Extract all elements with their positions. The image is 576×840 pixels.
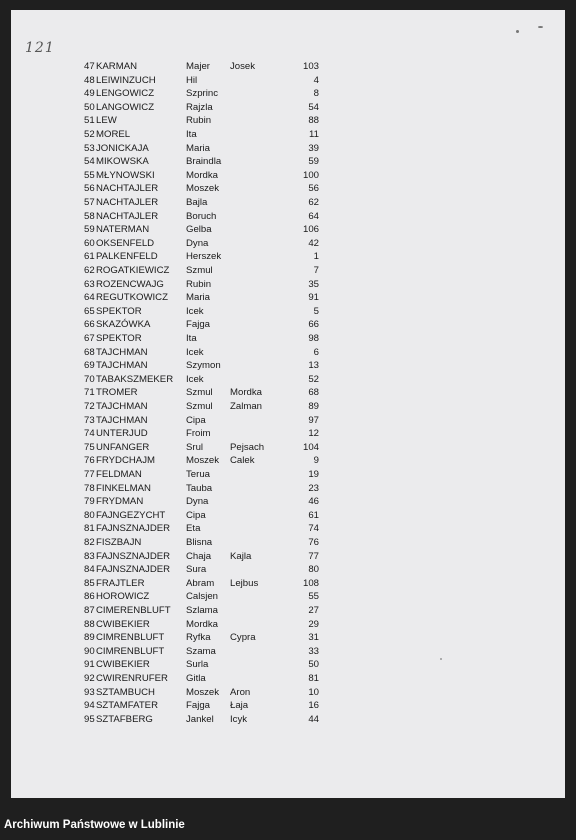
age-value: 1 — [313, 251, 319, 263]
age-value: 97 — [308, 414, 319, 426]
first-name: Tauba — [186, 482, 213, 494]
surname: FRAJTLER — [96, 577, 145, 589]
surname: FELDMAN — [96, 469, 142, 480]
entry-number: 51 — [84, 115, 95, 127]
age-value: 68 — [308, 387, 319, 399]
entry-number: 72 — [84, 401, 95, 412]
first-name: Braindla — [186, 156, 222, 168]
age-value: 27 — [308, 605, 319, 616]
surname: KARMAN — [96, 61, 138, 72]
first-name: Froim — [186, 428, 211, 440]
entry-number: 48 — [84, 74, 95, 86]
register-row — [0, 563, 576, 577]
surname: LENGOWICZ — [96, 88, 155, 100]
first-name: Szmul — [186, 401, 213, 412]
register-row — [0, 550, 576, 564]
age-value: 108 — [302, 577, 319, 589]
entry-number: 82 — [84, 537, 95, 548]
register-row — [0, 142, 576, 156]
register-row — [0, 87, 576, 101]
age-value: 7 — [313, 265, 319, 276]
margin-note: 121 — [25, 40, 55, 56]
first-name: Ryfka — [186, 632, 211, 644]
age-value: 55 — [308, 591, 319, 603]
surname: SZTAMBUCH — [96, 686, 155, 698]
first-name: Boruch — [186, 210, 217, 222]
register-row — [0, 114, 576, 128]
age-value: 23 — [308, 482, 319, 494]
first-name: Szama — [186, 645, 216, 657]
register-row — [0, 237, 576, 251]
entry-number: 73 — [84, 414, 95, 426]
entry-number: 63 — [84, 278, 95, 290]
entry-number: 58 — [84, 210, 95, 222]
surname: ROZENCWAJG — [96, 278, 164, 290]
entry-number: 77 — [84, 469, 95, 480]
surname: NACHTAJLER — [96, 210, 159, 222]
father-name: Zalman — [230, 401, 262, 412]
age-value: 88 — [308, 115, 319, 127]
first-name: Dyna — [186, 496, 209, 508]
age-value: 100 — [302, 169, 319, 181]
entry-number: 56 — [84, 183, 95, 195]
entry-number: 93 — [84, 686, 95, 698]
register-row — [0, 128, 576, 142]
age-value: 31 — [308, 632, 319, 644]
entry-number: 55 — [84, 169, 95, 181]
register-row — [0, 278, 576, 292]
age-value: 6 — [313, 346, 319, 358]
surname: FAJNGEZYCHT — [96, 509, 166, 521]
surname: CIMRENBLUFT — [96, 632, 165, 644]
surname: SZTAMFATER — [96, 700, 159, 712]
surname: TAJCHMAN — [96, 346, 148, 358]
first-name: Jankel — [186, 713, 214, 725]
surname: FAJNSZNAJDER — [96, 523, 171, 535]
age-value: 44 — [308, 713, 319, 725]
age-value: 64 — [308, 210, 319, 222]
first-name: Chaja — [186, 550, 212, 562]
entry-number: 47 — [84, 61, 95, 72]
surname: CWIRENRUFER — [96, 673, 168, 684]
age-value: 62 — [308, 197, 319, 208]
entry-number: 78 — [84, 482, 95, 494]
age-value: 12 — [308, 428, 319, 440]
register-row — [0, 468, 576, 482]
surname: FAJNSZNAJDER — [96, 550, 171, 562]
entry-number: 92 — [84, 673, 95, 684]
register-row — [0, 60, 576, 74]
surname: NATERMAN — [96, 224, 150, 236]
first-name: Bajla — [186, 197, 208, 208]
entry-number: 60 — [84, 237, 95, 249]
surname: FISZBAJN — [96, 537, 142, 548]
register-row — [0, 101, 576, 115]
age-value: 46 — [308, 496, 319, 508]
entry-number: 61 — [84, 251, 95, 263]
surname: TAJCHMAN — [96, 401, 148, 412]
register-row — [0, 536, 576, 550]
entry-number: 85 — [84, 577, 95, 589]
surname: UNTERJUD — [96, 428, 148, 440]
register-row — [0, 332, 576, 346]
register-row — [0, 645, 576, 659]
age-value: 4 — [313, 74, 319, 86]
first-name: Maria — [186, 292, 210, 304]
age-value: 77 — [308, 550, 319, 562]
register-row — [0, 386, 576, 400]
entry-number: 57 — [84, 197, 95, 208]
surname: TROMER — [96, 387, 138, 399]
register-row — [0, 264, 576, 278]
register-row — [0, 400, 576, 414]
age-value: 74 — [308, 523, 319, 535]
father-name: Calek — [230, 455, 255, 467]
first-name: Icek — [186, 346, 204, 358]
age-value: 89 — [308, 401, 319, 412]
age-value: 52 — [308, 373, 319, 385]
first-name: Szprinc — [186, 88, 218, 100]
entry-number: 88 — [84, 618, 95, 630]
register-row — [0, 604, 576, 618]
surname: CIMERENBLUFT — [96, 605, 171, 616]
surname: FRYDCHAJM — [96, 455, 155, 467]
first-name: Moszek — [186, 455, 220, 467]
entry-number: 74 — [84, 428, 95, 440]
register-row — [0, 223, 576, 237]
age-value: 42 — [308, 237, 319, 249]
first-name: Cipa — [186, 414, 206, 426]
entry-number: 65 — [84, 305, 95, 317]
register-row — [0, 495, 576, 509]
surname: ROGATKIEWICZ — [96, 265, 170, 276]
surname: TABAKSZMEKER — [96, 373, 174, 385]
father-name: Pejsach — [230, 441, 265, 453]
register-row — [0, 427, 576, 441]
first-name: Blisna — [186, 537, 213, 548]
age-value: 76 — [308, 537, 319, 548]
first-name: Icek — [186, 373, 204, 385]
age-value: 106 — [302, 224, 319, 236]
father-name: Cypra — [230, 632, 256, 644]
first-name: Hil — [186, 74, 198, 86]
surname: NACHTAJLER — [96, 183, 159, 195]
entry-number: 81 — [84, 523, 95, 535]
age-value: 81 — [308, 673, 319, 684]
age-value: 33 — [308, 645, 319, 657]
entry-number: 68 — [84, 346, 95, 358]
register-row — [0, 74, 576, 88]
entry-number: 87 — [84, 605, 95, 616]
first-name: Rajzla — [186, 101, 213, 113]
father-name: Łaja — [230, 700, 249, 712]
surname: OKSENFELD — [96, 237, 155, 249]
register-row — [0, 482, 576, 496]
age-value: 50 — [308, 659, 319, 671]
archive-credit: Archiwum Państwowe w Lublinie — [4, 819, 185, 831]
surname: LANGOWICZ — [96, 101, 155, 113]
entry-number: 79 — [84, 496, 95, 508]
surname: CWIBEKIER — [96, 618, 150, 630]
first-name: Szmul — [186, 387, 213, 399]
entry-number: 90 — [84, 645, 95, 657]
register-row — [0, 618, 576, 632]
register-row — [0, 658, 576, 672]
surname: SPEKTOR — [96, 333, 142, 344]
entry-number: 75 — [84, 441, 95, 453]
register-row — [0, 182, 576, 196]
register-row — [0, 577, 576, 591]
entry-number: 71 — [84, 387, 95, 399]
register-row — [0, 686, 576, 700]
first-name: Maria — [186, 142, 210, 154]
age-value: 104 — [302, 441, 319, 453]
age-value: 13 — [308, 360, 319, 372]
entry-number: 64 — [84, 292, 95, 304]
first-name: Sura — [186, 564, 207, 576]
register-row — [0, 196, 576, 210]
age-value: 8 — [313, 88, 319, 100]
first-name: Szmul — [186, 265, 213, 276]
surname: MŁYNOWSKI — [96, 169, 155, 181]
father-name: Kajla — [230, 550, 252, 562]
surname: CWIBEKIER — [96, 659, 150, 671]
father-name: Josek — [230, 61, 256, 72]
first-name: Terua — [186, 469, 210, 480]
entry-number: 54 — [84, 156, 95, 168]
register-row — [0, 305, 576, 319]
first-name: Eta — [186, 523, 201, 535]
surname: TAJCHMAN — [96, 360, 148, 372]
first-name: Abram — [186, 577, 215, 589]
first-name: Calsjen — [186, 591, 218, 603]
age-value: 54 — [308, 101, 319, 113]
entry-number: 95 — [84, 713, 95, 725]
register-row — [0, 210, 576, 224]
first-name: Fajga — [186, 700, 210, 712]
first-name: Szymon — [186, 360, 221, 372]
age-value: 66 — [308, 319, 319, 331]
first-name: Gelba — [186, 224, 212, 236]
entry-number: 69 — [84, 360, 95, 372]
surname: SPEKTOR — [96, 305, 142, 317]
surname: TAJCHMAN — [96, 414, 148, 426]
first-name: Mordka — [186, 169, 218, 181]
register-row — [0, 169, 576, 183]
entry-number: 76 — [84, 455, 95, 467]
age-value: 39 — [308, 142, 319, 154]
first-name: Szlama — [186, 605, 218, 616]
register-row — [0, 441, 576, 455]
father-name: Icyk — [230, 713, 248, 725]
speck-mark — [538, 26, 543, 28]
entry-number: 53 — [84, 142, 95, 154]
surname: SZTAFBERG — [96, 713, 153, 725]
entry-number: 66 — [84, 319, 95, 331]
register-row — [0, 250, 576, 264]
age-value: 19 — [308, 469, 319, 480]
age-value: 61 — [308, 509, 319, 521]
register-row — [0, 699, 576, 713]
father-name: Aron — [230, 686, 251, 698]
register-row — [0, 590, 576, 604]
register-row — [0, 318, 576, 332]
surname: JONICKAJA — [96, 142, 149, 154]
age-value: 98 — [308, 333, 319, 344]
first-name: Dyna — [186, 237, 209, 249]
age-value: 91 — [308, 292, 319, 304]
first-name: Gitla — [186, 673, 206, 684]
age-value: 16 — [308, 700, 319, 712]
register-row — [0, 522, 576, 536]
surname: CIMRENBLUFT — [96, 645, 165, 657]
first-name: Ita — [186, 129, 197, 140]
entry-number: 84 — [84, 564, 95, 576]
surname: FRYDMAN — [96, 496, 144, 508]
first-name: Cipa — [186, 509, 206, 521]
entry-number: 86 — [84, 591, 95, 603]
age-value: 5 — [313, 305, 319, 317]
age-value: 11 — [309, 129, 319, 140]
age-value: 56 — [308, 183, 319, 195]
surname: HOROWICZ — [96, 591, 150, 603]
register-row — [0, 713, 576, 727]
register-row — [0, 509, 576, 523]
first-name: Srul — [186, 441, 204, 453]
first-name: Surla — [186, 659, 209, 671]
entry-number: 59 — [84, 224, 95, 236]
entry-number: 91 — [84, 659, 95, 671]
first-name: Icek — [186, 305, 204, 317]
register-row — [0, 631, 576, 645]
first-name: Herszek — [186, 251, 222, 263]
age-value: 80 — [308, 564, 319, 576]
entry-number: 80 — [84, 509, 95, 521]
first-name: Moszek — [186, 686, 220, 698]
entry-number: 67 — [84, 333, 95, 344]
first-name: Rubin — [186, 115, 212, 127]
age-value: 10 — [308, 686, 319, 698]
first-name: Majer — [186, 61, 210, 72]
entry-number: 49 — [84, 88, 95, 100]
register-row — [0, 672, 576, 686]
speck-mark — [516, 30, 519, 33]
father-name: Mordka — [230, 387, 262, 399]
surname: LEIWINZUCH — [96, 74, 156, 86]
entry-number: 83 — [84, 550, 95, 562]
age-value: 9 — [313, 455, 319, 467]
age-value: 103 — [302, 61, 319, 72]
surname: PALKENFELD — [96, 251, 158, 263]
entry-number: 94 — [84, 700, 95, 712]
register-row — [0, 291, 576, 305]
first-name: Ita — [186, 333, 197, 344]
surname: MIKOWSKA — [96, 156, 149, 168]
surname: FAJNSZNAJDER — [96, 564, 171, 576]
surname: LEW — [96, 115, 117, 127]
age-value: 59 — [308, 156, 319, 168]
register-row — [0, 346, 576, 360]
surname: NACHTAJLER — [96, 197, 159, 208]
surname: FINKELMAN — [96, 482, 151, 494]
first-name: Mordka — [186, 618, 218, 630]
age-value: 29 — [308, 618, 319, 630]
register-row — [0, 454, 576, 468]
entry-number: 62 — [84, 265, 95, 276]
entry-number: 52 — [84, 129, 95, 140]
entry-number: 89 — [84, 632, 95, 644]
surname: UNFANGER — [96, 441, 150, 453]
surname: REGUTKOWICZ — [96, 292, 168, 304]
entry-number: 50 — [84, 101, 95, 113]
entry-number: 70 — [84, 373, 95, 385]
first-name: Rubin — [186, 278, 212, 290]
register-row — [0, 414, 576, 428]
age-value: 35 — [308, 278, 319, 290]
register-row — [0, 155, 576, 169]
register-row — [0, 373, 576, 387]
first-name: Fajga — [186, 319, 210, 331]
first-name: Moszek — [186, 183, 220, 195]
father-name: Lejbus — [230, 577, 259, 589]
surname: MOREL — [96, 129, 131, 140]
register-row — [0, 359, 576, 373]
surname: SKAZÓWKA — [96, 319, 151, 331]
